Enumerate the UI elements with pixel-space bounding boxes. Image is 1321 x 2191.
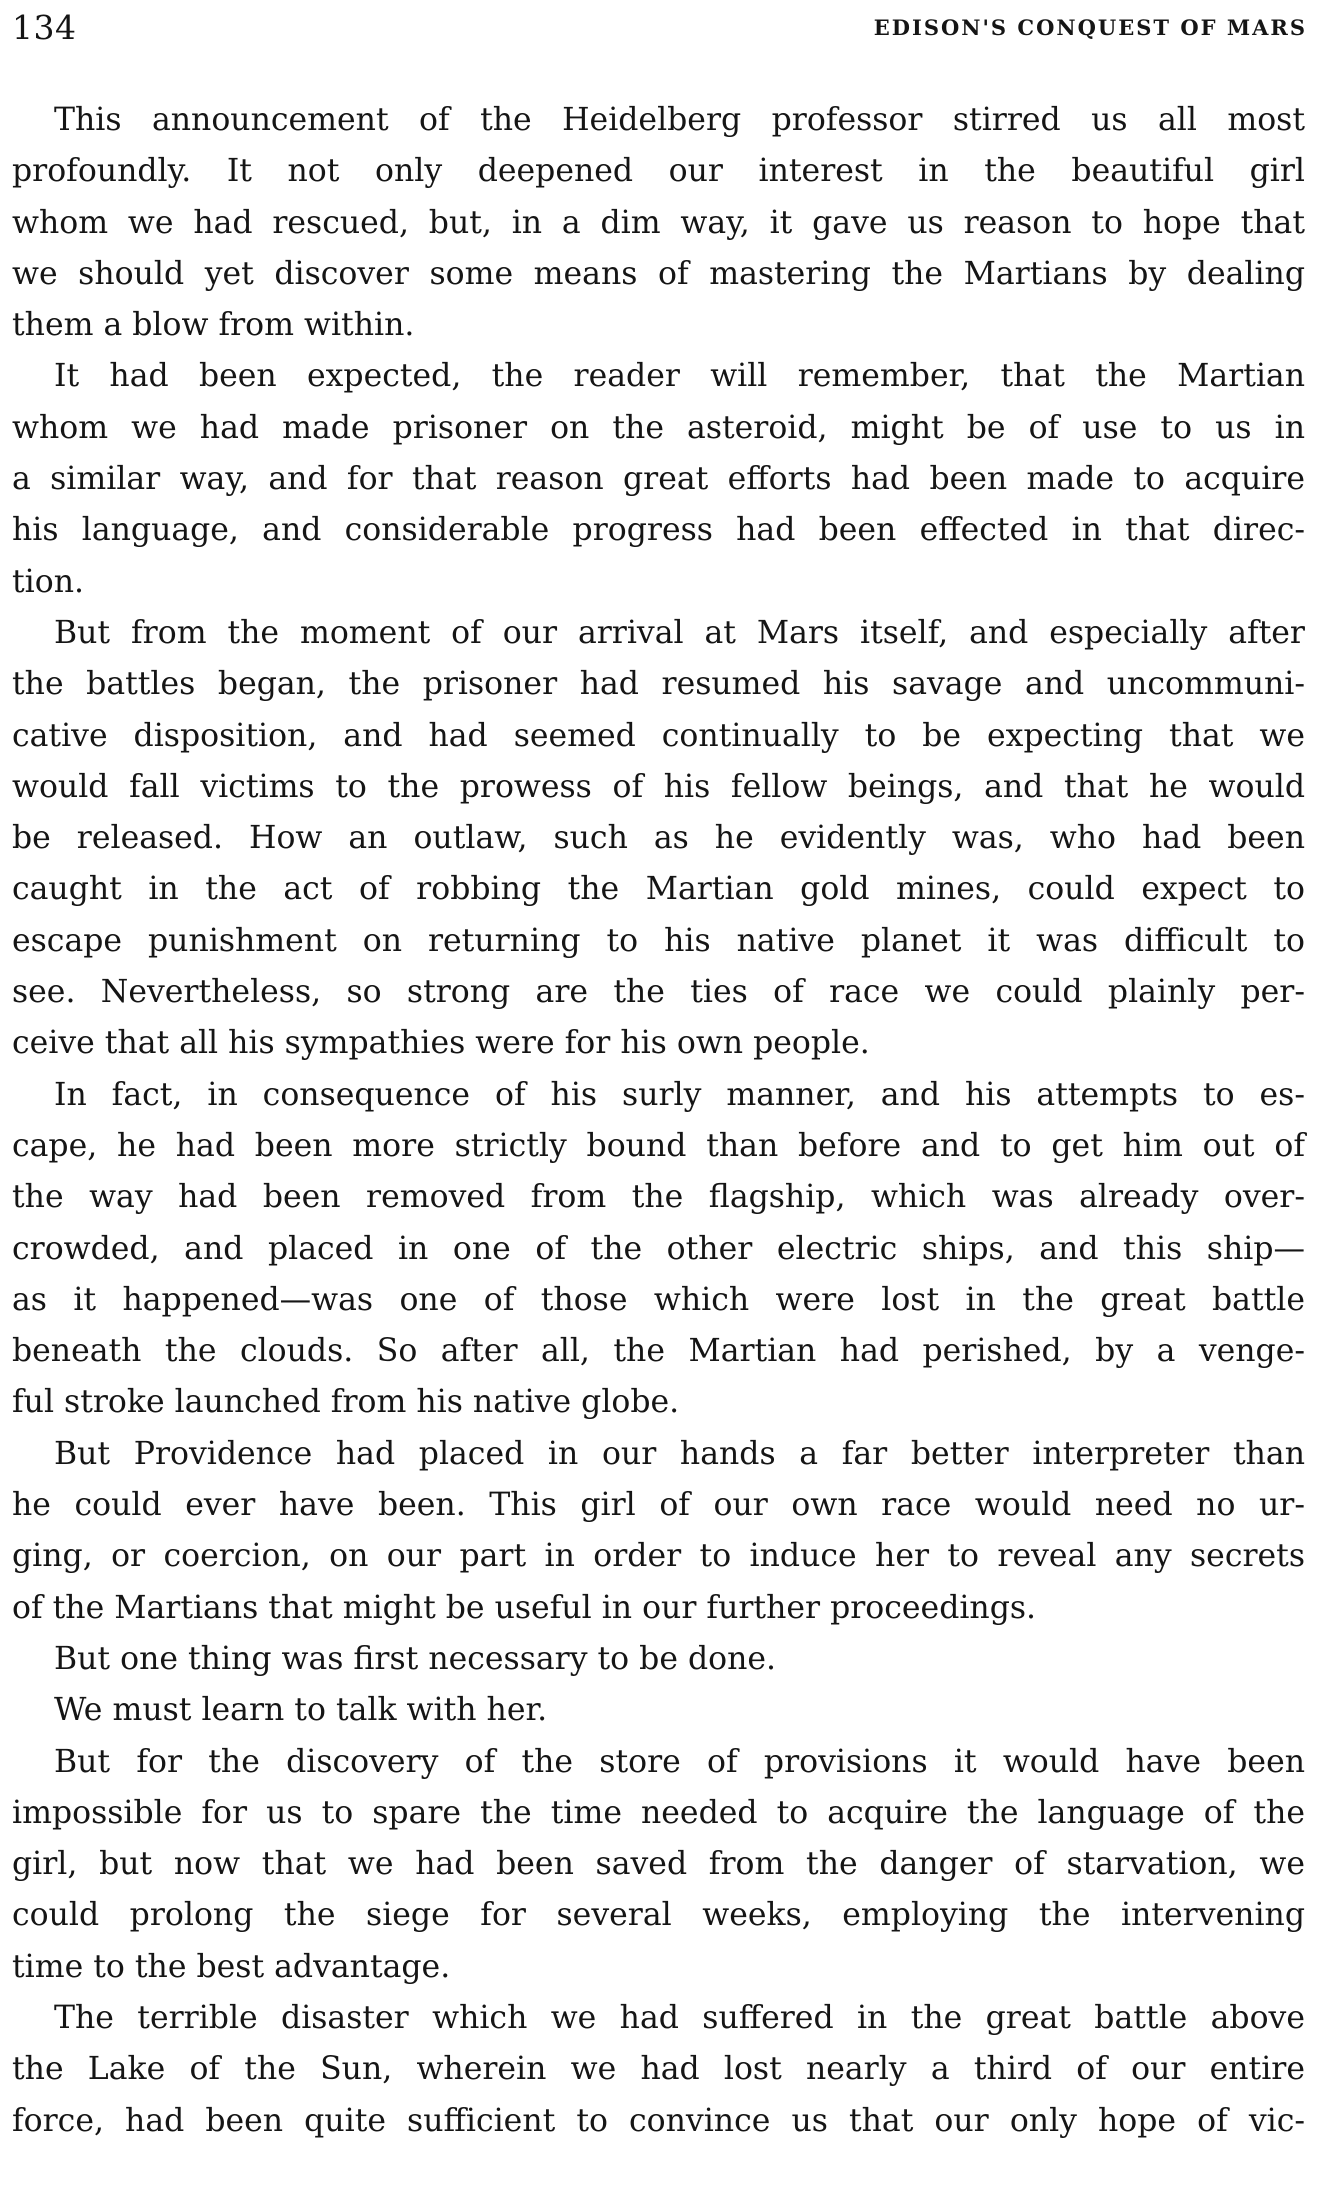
text-line: he could ever have been. This girl of our own race would need no ur- bbox=[12, 1487, 1305, 1524]
text-line: would fall victims to the prowess of his fellow beings, and that he would bbox=[12, 768, 1305, 805]
text-line: tion. bbox=[12, 563, 84, 600]
text-line: of the Martians that might be useful in our further proceedings. bbox=[12, 1589, 1037, 1626]
text-line: his language, and considerable progress had been effected in that direc- bbox=[12, 512, 1305, 549]
text-line: the way had been removed from the flagship, which was already over- bbox=[12, 1179, 1305, 1216]
running-head bbox=[12, 6, 1307, 50]
text-line: It had been expected, the reader will remember, that the Martian bbox=[54, 358, 1305, 395]
text-line: beneath the clouds. So after all, the Martian had perished, by a venge- bbox=[12, 1333, 1305, 1370]
body-text bbox=[12, 95, 1305, 2147]
text-line: But Providence had placed in our hands a far better interpreter than bbox=[54, 1435, 1305, 1472]
text-line: we should yet discover some means of mastering the Martians by dealing bbox=[12, 255, 1305, 292]
text-line: But from the moment of our arrival at Mars itself, and especially after bbox=[54, 614, 1305, 651]
text-line: In fact, in consequence of his surly manner, and his attempts to es- bbox=[54, 1076, 1305, 1113]
text-line: see. Nevertheless, so strong are the ties of race we could plainly per- bbox=[12, 974, 1305, 1011]
text-line: This announcement of the Heidelberg professor stirred us all most bbox=[54, 102, 1305, 138]
text-line: caught in the act of robbing the Martian gold mines, could expect to bbox=[12, 871, 1305, 908]
text-line: a similar way, and for that reason great efforts had been made to acquire bbox=[12, 461, 1305, 498]
text-line: the Lake of the Sun, wherein we had lost nearly a third of our entire bbox=[12, 2051, 1305, 2088]
text-line: the battles began, the prisoner had resumed his savage and uncommuni- bbox=[12, 666, 1305, 703]
text-line: whom we had rescued, but, in a dim way, it gave us reason to hope that bbox=[12, 204, 1305, 241]
running-title: EDISON'S CONQUEST OF MARS bbox=[873, 15, 1307, 40]
page-number: 134 bbox=[12, 8, 77, 47]
text-line: cape, he had been more strictly bound than before and to get him out of bbox=[12, 1127, 1305, 1164]
text-line: The terrible disaster which we had suffered in the great battle above bbox=[54, 1999, 1305, 2036]
text-line: as it happened—was one of those which were lost in the great battle bbox=[12, 1281, 1305, 1318]
text-line: whom we had made prisoner on the asteroid, might be of use to us in bbox=[12, 409, 1305, 446]
text-line: time to the best advantage. bbox=[12, 1948, 451, 1985]
text-line: But one thing was first necessary to be done. bbox=[54, 1640, 777, 1677]
text-line: could prolong the siege for several weeks, employing the intervening bbox=[12, 1897, 1305, 1934]
text-line: be released. How an outlaw, such as he evidently was, who had been bbox=[12, 820, 1305, 857]
text-line: escape punishment on returning to his native planet it was difficult to bbox=[12, 922, 1305, 959]
text-line: impossible for us to spare the time needed to acquire the language of the bbox=[12, 1794, 1305, 1831]
text-line: cative disposition, and had seemed continually to be expecting that we bbox=[12, 717, 1305, 754]
text-line: girl, but now that we had been saved from the danger of starvation, we bbox=[12, 1846, 1305, 1883]
text-line: force, had been quite sufficient to convince us that our only hope of vic- bbox=[12, 2102, 1305, 2139]
text-line: ging, or coercion, on our part in order to induce her to reveal any secrets bbox=[12, 1538, 1305, 1575]
text-line: crowded, and placed in one of the other electric ships, and this ship— bbox=[12, 1230, 1305, 1267]
text-line: profoundly. It not only deepened our interest in the beautiful girl bbox=[12, 153, 1305, 190]
text-line: ceive that all his sympathies were for his own people. bbox=[12, 1025, 870, 1062]
text-line: ful stroke launched from his native globe. bbox=[12, 1384, 680, 1421]
text-line: We must learn to talk with her. bbox=[54, 1692, 548, 1729]
text-line: But for the discovery of the store of provisions it would have been bbox=[54, 1743, 1305, 1780]
text-line: them a blow from within. bbox=[12, 307, 415, 344]
